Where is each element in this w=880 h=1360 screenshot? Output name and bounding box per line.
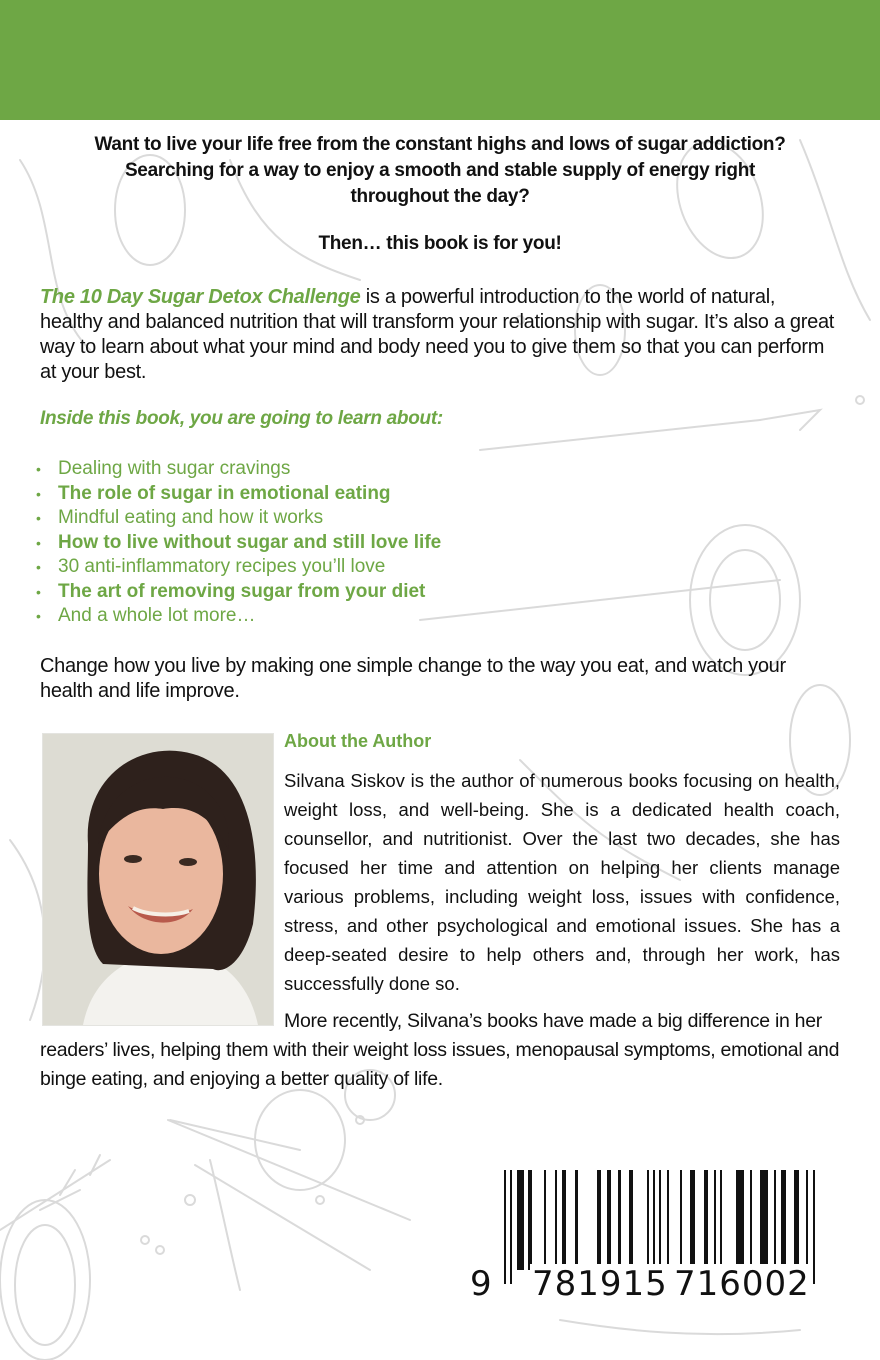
book-description	[40, 285, 840, 385]
isbn-group-1: 781915	[532, 1264, 668, 1304]
list-item: • 30 anti-inflammatory recipes you’ll love	[36, 555, 441, 580]
description-text: is a powerful introduction to the world of natural, healthy and balanced nutrition that will transform your relationship with sugar. It’s also a great way to learn about what your mind and body need you to give them so that you can perform at your best.	[40, 286, 835, 383]
bullet-icon: •	[36, 608, 41, 624]
intro-line-2: Searching for a way to enjoy a smooth and stable supply of energy right	[124, 160, 756, 181]
intro-line-1: Want to live your life free from the constant highs and lows of sugar addiction?	[94, 134, 786, 155]
list-item: • How to live without sugar and still love life	[36, 531, 441, 556]
tagline: Then… this book is for you!	[318, 233, 562, 254]
closing-statement: Change how you live by making one simple change to the way you eat, and watch your health and life improve.	[40, 655, 786, 702]
isbn-group-2: 716002	[674, 1264, 810, 1304]
list-item: • And a whole lot more…	[36, 604, 441, 629]
learn-list	[36, 457, 441, 629]
bullet-icon: •	[36, 534, 41, 551]
bullet-icon: •	[36, 559, 41, 575]
header-color-band	[0, 0, 880, 120]
author-portrait-icon	[43, 734, 273, 1025]
list-item: • Mindful eating and how it works	[36, 506, 441, 531]
list-item: • The art of removing sugar from your diet	[36, 580, 441, 605]
isbn-lead-digit: 9	[470, 1264, 493, 1304]
list-item: • Dealing with sugar cravings	[36, 457, 441, 482]
isbn-barcode	[460, 1160, 840, 1310]
bullet-icon: •	[36, 461, 41, 477]
list-item: • The role of sugar in emotional eating	[36, 482, 441, 507]
learn-heading: Inside this book, you are going to learn about:	[40, 408, 443, 429]
bullet-icon: •	[36, 485, 41, 502]
about-author-heading: About the Author	[284, 731, 432, 751]
author-bio: Silvana Siskov is the author of numerous books focusing on health, weight loss, and well-being. She is a dedicated health coach, counsellor, and nutritionist. Over the last two decades, she has focused her time and attention on helping her clients manage various problems, including weight loss, issues with confidence, stress, and other psychological and emotional issues. She has a deep-seated desire to help others and, through her work, has successfully done so.	[284, 770, 840, 994]
bullet-icon: •	[36, 510, 41, 526]
book-title: The 10 Day Sugar Detox Challenge	[40, 286, 361, 308]
intro-line-3: throughout the day?	[350, 186, 530, 207]
bullet-icon: •	[36, 583, 41, 600]
author-photo	[42, 733, 274, 1026]
intro-question	[0, 132, 880, 210]
author-more: More recently, Silvana’s books have made a big difference in her readers’ lives, helping them with their weight loss issues, menopausal symptoms, emotional and binge eating, and enjoying a better quality of life.	[40, 1010, 840, 1090]
